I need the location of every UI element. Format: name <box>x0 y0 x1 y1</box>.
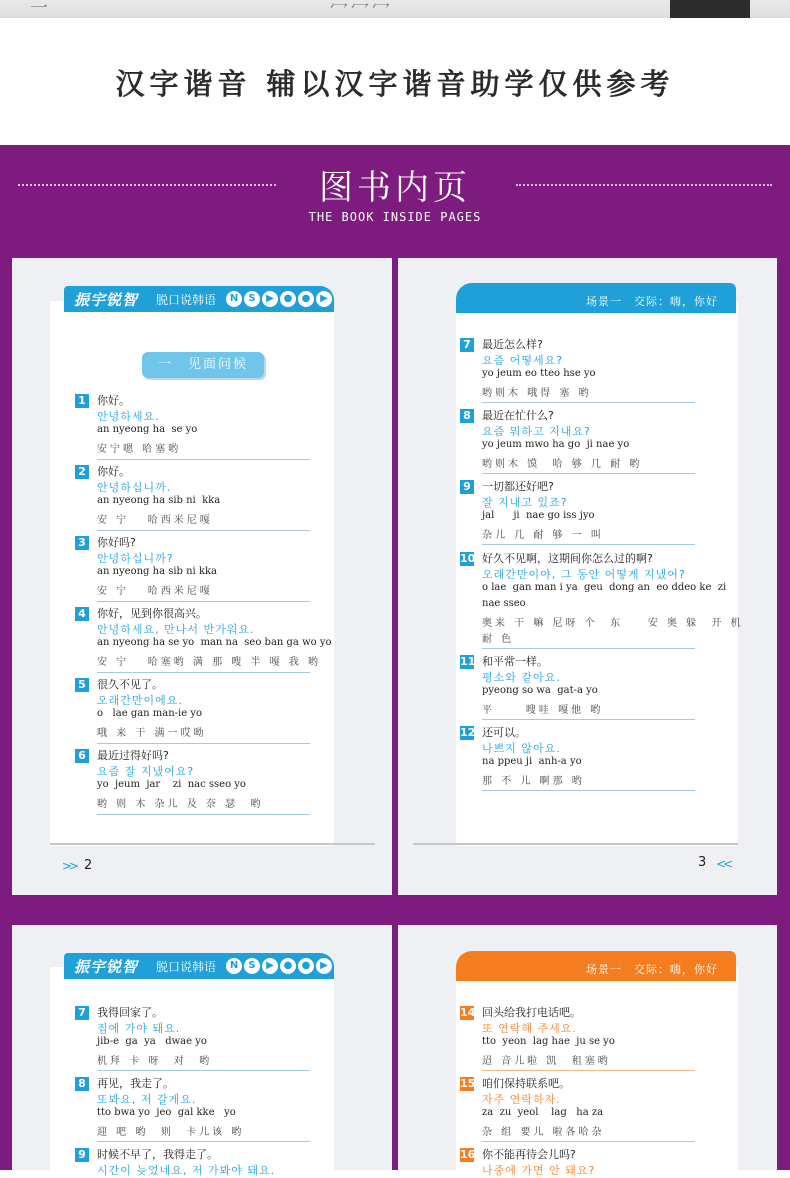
chinese-text: 还可以。 <box>482 726 526 739</box>
scene-title: 场景一 交际：嗨，你好 <box>586 963 718 976</box>
entry-number: 4 <box>75 607 89 621</box>
romanization: za zu yeol lag ha za <box>482 1107 604 1118</box>
page-header-left <box>64 953 334 979</box>
phonetic-hanzi: 安 宁 哈塞哟 满 那 嗖 半 嘎 我 哟 <box>97 657 321 668</box>
divider <box>97 459 310 460</box>
chinese-text: 你好吗? <box>97 536 136 549</box>
korean-text: 집에 가야 돼요. <box>97 1022 181 1035</box>
korean-text: 나중에 가면 안 돼요? <box>482 1164 596 1177</box>
phonetic-hanzi: 机拜 卡 呀 对 哟 <box>97 1056 213 1067</box>
divider <box>482 719 695 720</box>
divider <box>482 544 695 545</box>
dot-icon: ● <box>280 291 296 307</box>
brand-logo: 振宇锐智 <box>74 958 139 976</box>
entry-number: 9 <box>75 1148 89 1162</box>
korean-text: 또 연락해 주세요. <box>482 1022 577 1035</box>
chinese-text: 你好，见到你很高兴。 <box>97 607 207 620</box>
s-icon: S <box>244 291 260 307</box>
entry-number: 1 <box>75 394 89 408</box>
romanization: o lae gan man-ie yo <box>97 708 203 719</box>
entry-number: 11 <box>460 655 476 668</box>
entry-number: 3 <box>75 536 89 550</box>
romanization: jal ji nae go iss jyo <box>482 510 595 521</box>
dot-icon: ● <box>298 958 314 974</box>
romanization: an nyeong ha se yo <box>97 424 198 435</box>
romanization: an nyeong ha sib ni kka <box>97 566 218 577</box>
korean-text: 나쁘지 않아요. <box>482 742 561 755</box>
chinese-text: 再见，我走了。 <box>97 1077 174 1090</box>
phonetic-hanzi: 迎 吧 哟 则 卡儿该 哟 <box>97 1127 245 1138</box>
entry-number: 12 <box>460 726 476 739</box>
header-subtitle: 脱口说韩语 <box>156 960 217 974</box>
entry-number: 9 <box>460 480 474 494</box>
entry-number: 6 <box>75 749 89 763</box>
entry-number: 10 <box>460 552 476 565</box>
dot-icon: ● <box>280 958 296 974</box>
korean-text: 안녕하세요, 만나서 반가워요. <box>97 623 255 636</box>
divider <box>97 1070 310 1071</box>
decorative-ink: 一 <box>30 0 51 18</box>
banner-title: 汉字谐音 辅以汉字谐音助学仅供参考 <box>115 67 675 101</box>
chinese-text: 很久不见了。 <box>97 678 163 691</box>
phonetic-hanzi-continued: 耐 色 <box>482 634 515 645</box>
entry-number: 7 <box>75 1006 89 1020</box>
romanization: tto yeon lag hae ju se yo <box>482 1036 615 1047</box>
divider <box>482 790 695 791</box>
entry-number: 7 <box>460 338 474 352</box>
page-number: 2 <box>84 858 93 873</box>
entry-number: 16 <box>460 1148 476 1161</box>
entry-number: 8 <box>75 1077 89 1091</box>
korean-text: 시간이 늦었네요, 저 가봐야 돼요. <box>97 1164 276 1177</box>
brand-logo: 振宇锐智 <box>74 291 139 309</box>
romanization: na ppeu ji anh-a yo <box>482 756 582 767</box>
phonetic-hanzi: 平 嗖哇 嘎他 哟 <box>482 705 604 716</box>
chinese-text: 回头给我打电话吧。 <box>482 1006 581 1019</box>
korean-text: 안녕하세요. <box>97 410 160 423</box>
divider <box>482 1141 695 1142</box>
phonetic-hanzi: 哟则木 馍 哈 够 几 耐 哟 <box>482 459 643 470</box>
romanization: tto bwa yo jeo gal kke yo <box>97 1107 236 1118</box>
divider <box>97 1141 310 1142</box>
entry-number: 5 <box>75 678 89 692</box>
entry-number: 14 <box>460 1006 476 1019</box>
romanization: o lae gan man i ya geu dong an eo ddeo ke zi <box>482 582 727 593</box>
lesson-title: 一 见面问候 <box>142 352 264 378</box>
korean-text: 요즘 뭐하고 지내요? <box>482 425 591 438</box>
s-icon: S <box>244 958 260 974</box>
romanization-continued: nae sseo <box>482 598 526 609</box>
korean-text: 자주 연락하자. <box>482 1093 561 1106</box>
divider <box>97 601 310 602</box>
chinese-text: 一切都还好吧? <box>482 480 554 493</box>
decorative-ink: 冖冖冖 <box>330 0 393 18</box>
page-number: 3 <box>698 855 707 870</box>
chinese-text: 你好。 <box>97 465 130 478</box>
chinese-text: 咱们保持联系吧。 <box>482 1077 570 1090</box>
phonetic-hanzi: 安 宁 哈西米尼嘎 <box>97 515 213 526</box>
chevron-left-icon: << <box>716 857 731 871</box>
divider <box>97 530 310 531</box>
play-icon: ▶ <box>262 291 278 307</box>
phonetic-hanzi: 那 不 儿 啊那 哟 <box>482 776 585 787</box>
header-subtitle: 脱口说韩语 <box>156 293 217 307</box>
page-bottom-rule <box>413 843 738 845</box>
chinese-text: 和平常一样。 <box>482 655 548 668</box>
page-bottom-rule <box>50 843 375 845</box>
chinese-text: 最近过得好吗? <box>97 749 169 762</box>
phonetic-hanzi: 杂儿 几 耐 够 一 叫 <box>482 530 604 541</box>
phonetic-hanzi: 安宁嗯 哈塞哟 <box>97 444 182 455</box>
phonetic-hanzi: 安 宁 哈西米尼嘎 <box>97 586 213 597</box>
chinese-text: 时候不早了，我得走了。 <box>97 1148 218 1161</box>
romanization: pyeong so wa gat-a yo <box>482 685 598 696</box>
korean-text: 안녕하십니까? <box>97 552 174 565</box>
play-icon: ▶ <box>316 291 332 307</box>
dot-icon: ● <box>298 291 314 307</box>
play-icon: ▶ <box>316 958 332 974</box>
page-header-right <box>456 951 736 981</box>
divider <box>482 473 695 474</box>
photo-edge <box>670 0 750 18</box>
page-header-left <box>64 286 334 312</box>
phonetic-hanzi: 哟 则 木 杂儿 及 奈 瑟 哟 <box>97 799 264 810</box>
n-icon: N <box>226 291 242 307</box>
entry-number: 2 <box>75 465 89 479</box>
korean-text: 또봐요, 저 갈게요. <box>97 1093 197 1106</box>
romanization: yo jeum jar zi nac sseo yo <box>97 779 246 790</box>
chinese-text: 最近在忙什么? <box>482 409 554 422</box>
phonetic-hanzi: 迢 音儿啦 凯 租塞哟 <box>482 1056 611 1067</box>
divider <box>97 743 310 744</box>
play-icon: ▶ <box>262 958 278 974</box>
korean-text: 요즘 어떻세요? <box>482 354 564 367</box>
romanization: yo jeum eo tteo hse yo <box>482 368 596 379</box>
romanization: yo jeum mwo ha go ji nae yo <box>482 439 630 450</box>
entry-number: 8 <box>460 409 474 423</box>
phonetic-hanzi: 哟则木 哦得 塞 哟 <box>482 388 592 399</box>
section-title: 图书内页 <box>319 168 471 208</box>
phonetic-hanzi: 奥来 干 嘛 尼呀 个 东 安 奥 躲 开 机 <box>482 618 744 629</box>
korean-text: 오래간만이야, 그 동안 어떻게 지냈어? <box>482 568 686 581</box>
korean-text: 요즘 잘 지냈어요? <box>97 765 195 778</box>
chinese-text: 你好。 <box>97 394 130 407</box>
korean-text: 잘 지내고 있죠? <box>482 496 568 509</box>
romanization: an nyeong ha se yo man na seo ban ga wo yo <box>97 637 332 648</box>
chinese-text: 最近怎么样? <box>482 338 543 351</box>
chevron-right-icon: >> <box>62 859 77 873</box>
divider <box>97 814 310 815</box>
divider <box>97 672 310 673</box>
divider <box>482 648 695 649</box>
entry-number: 15 <box>460 1077 476 1090</box>
n-icon: N <box>226 958 242 974</box>
romanization: an nyeong ha sib ni kka <box>97 495 221 506</box>
divider <box>482 1070 695 1071</box>
phonetic-hanzi: 杂 组 要儿 啦各哈杂 <box>482 1127 605 1138</box>
korean-text: 오래간만이에요. <box>97 694 183 707</box>
korean-text: 안녕하십니까. <box>97 481 172 494</box>
page-header-right <box>456 283 736 313</box>
top-photo-strip <box>0 0 790 18</box>
chinese-text: 我得回家了。 <box>97 1006 163 1019</box>
chinese-text: 好久不见啊，这期间你怎么过的啊? <box>482 552 653 565</box>
section-subtitle: THE BOOK INSIDE PAGES <box>308 210 482 224</box>
scene-title: 场景一 交际：嗨，你好 <box>586 295 718 308</box>
chinese-text: 你不能再待会儿吗? <box>482 1148 576 1161</box>
divider <box>482 402 695 403</box>
romanization: jib-e ga ya dwae yo <box>97 1036 207 1047</box>
korean-text: 평소와 같아요. <box>482 671 561 684</box>
phonetic-hanzi: 哦 来 干 满一哎呦 <box>97 728 207 739</box>
